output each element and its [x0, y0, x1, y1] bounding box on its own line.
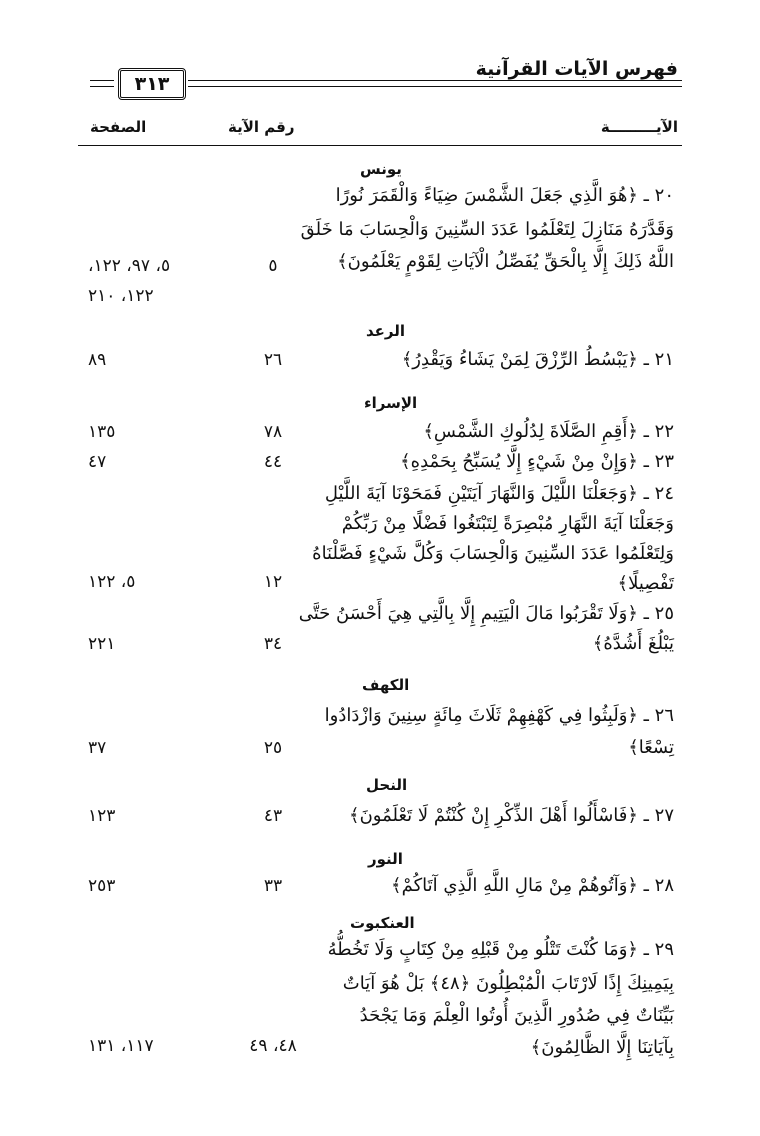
- page-references: ٨٩: [88, 350, 107, 370]
- page-references: ١٢٣: [88, 806, 116, 826]
- page-references: ٤٧: [88, 452, 107, 472]
- verse-line: وَقَدَّرَهُ مَنَازِلَ لِتَعْلَمُوا عَدَدَ السِّنِينَ وَالْحِسَابَ مَا خَلَقَ: [300, 219, 674, 240]
- column-heading-page: الصفحة: [90, 118, 147, 136]
- page-references: ٢٢١: [88, 634, 116, 654]
- verse-line: بِيَمِينِكَ إِذًا لَارْتَابَ الْمُبْطِلُونَ ﴿٤٨﴾ بَلْ هُوَ آيَاتٌ: [342, 973, 674, 994]
- verse-line: وَجَعَلْنَا آيَةَ النَّهَارِ مُبْصِرَةً لِتَبْتَغُوا فَضْلًا مِنْ رَبِّكُمْ: [341, 513, 674, 534]
- verse-line: ٢٨ ـ ﴿وَآتُوهُمْ مِنْ مَالِ اللَّهِ الَّذِي آتَاكُمْ﴾: [391, 875, 674, 896]
- ayah-number: ٣٣: [263, 876, 283, 896]
- page-references: ١٣٥: [88, 422, 116, 442]
- surah-heading-kahf: الكهف: [362, 676, 410, 694]
- ayah-number: ٣٤: [263, 634, 283, 654]
- surah-heading-isra: الإسراء: [364, 394, 418, 412]
- verse-line: ٢٦ ـ ﴿وَلَبِثُوا فِي كَهْفِهِمْ ثَلَاثَ مِائَةٍ سِنِينَ وَازْدَادُوا: [324, 705, 674, 726]
- verse-line: وَلِتَعْلَمُوا عَدَدَ السِّنِينَ وَالْحِسَابَ وَكُلَّ شَيْءٍ فَصَّلْنَاهُ: [312, 543, 674, 564]
- page-number: ٣١٣: [134, 73, 170, 95]
- verse-line: ٢٩ ـ ﴿وَمَا كُنْتَ تَتْلُو مِنْ قَبْلِهِ مِنْ كِتَابٍ وَلَا تَخُطُّهُ: [327, 939, 674, 960]
- ayah-number: ٢٦: [263, 350, 283, 370]
- verse-line: بِآيَاتِنَا إِلَّا الظَّالِمُونَ﴾: [530, 1037, 674, 1058]
- surah-heading-raad: الرعد: [366, 322, 406, 340]
- page-header-title: فهرس الآيات القرآنية: [475, 58, 678, 80]
- header-rule-right: [188, 80, 682, 81]
- ayah-number: ٧٨: [263, 422, 283, 442]
- column-heading-ayah: الآيـــــــــة: [600, 118, 678, 136]
- header-rule-left-2: [90, 86, 114, 87]
- verse-line: ٢٧ ـ ﴿فَاسْأَلُوا أَهْلَ الذِّكْرِ إِنْ كُنْتُمْ لَا تَعْلَمُونَ﴾: [349, 805, 674, 826]
- verse-line: ٢٠ ـ ﴿هُوَ الَّذِي جَعَلَ الشَّمْسَ ضِيَاءً وَالْقَمَرَ نُورًا: [335, 185, 674, 206]
- page-number-box: [118, 68, 186, 100]
- verse-line: بَيِّنَاتٌ فِي صُدُورِ الَّذِينَ أُوتُوا الْعِلْمَ وَمَا يَجْحَدُ: [359, 1005, 674, 1026]
- page-references: ٣٧: [88, 738, 107, 758]
- verse-line: تَفْصِيلًا﴾: [617, 573, 674, 594]
- ayah-number: ٤٤: [263, 452, 283, 472]
- verse-line: ٢٤ ـ ﴿وَجَعَلْنَا اللَّيْلَ وَالنَّهَارَ آيَتَيْنِ فَمَحَوْنَا آيَةَ اللَّيْلِ: [324, 483, 674, 504]
- ayah-number: ٤٣: [263, 806, 283, 826]
- verse-line: ٢٢ ـ ﴿أَقِمِ الصَّلَاةَ لِدُلُوكِ الشَّمْسِ﴾: [423, 421, 674, 442]
- page-references: ٢٥٣: [88, 876, 116, 896]
- ayah-number: ٥: [268, 256, 278, 276]
- ayah-number: ١٢: [263, 572, 283, 592]
- surah-heading-yunus: يونس: [360, 160, 402, 178]
- verse-line: اللَّهُ ذَلِكَ إِلَّا بِالْحَقِّ يُفَصِّلُ الْآيَاتِ لِقَوْمٍ يَعْلَمُونَ﴾: [337, 251, 674, 272]
- verse-line: يَبْلُغَ أَشُدَّهُ﴾: [592, 633, 674, 654]
- verse-line: ٢٣ ـ ﴿وَإِنْ مِنْ شَيْءٍ إِلَّا يُسَبِّحُ بِحَمْدِهِ﴾: [400, 451, 674, 472]
- surah-heading-nur: النور: [368, 850, 403, 868]
- surah-heading-nahl: النحل: [366, 776, 408, 794]
- column-heading-rule: [78, 145, 682, 146]
- verse-line: ٢١ ـ ﴿يَبْسُطُ الرِّزْقَ لِمَنْ يَشَاءُ وَيَقْدِرُ﴾: [401, 349, 674, 370]
- surah-heading-ankabut: العنكبوت: [350, 914, 415, 932]
- verse-line: تِسْعًا﴾: [628, 737, 674, 758]
- page-references-continued: ١٢٢، ٢١٠: [88, 286, 154, 306]
- header-rule-right-2: [188, 86, 682, 87]
- ayah-number: ٢٥: [263, 738, 283, 758]
- header-rule-left: [90, 80, 114, 81]
- page-references: ١١٧، ١٣١: [88, 1036, 154, 1056]
- page-references: ٥، ١٢٢: [88, 572, 136, 592]
- verse-line: ٢٥ ـ ﴿وَلَا تَقْرَبُوا مَالَ الْيَتِيمِ إِلَّا بِالَّتِي هِيَ أَحْسَنُ حَتَّى: [298, 603, 674, 624]
- ayah-number: ٤٨، ٤٩: [249, 1036, 297, 1056]
- column-heading-ayah-number: رقم الآية: [228, 118, 295, 136]
- page-references: ٥، ٩٧، ١٢٢،: [88, 256, 171, 276]
